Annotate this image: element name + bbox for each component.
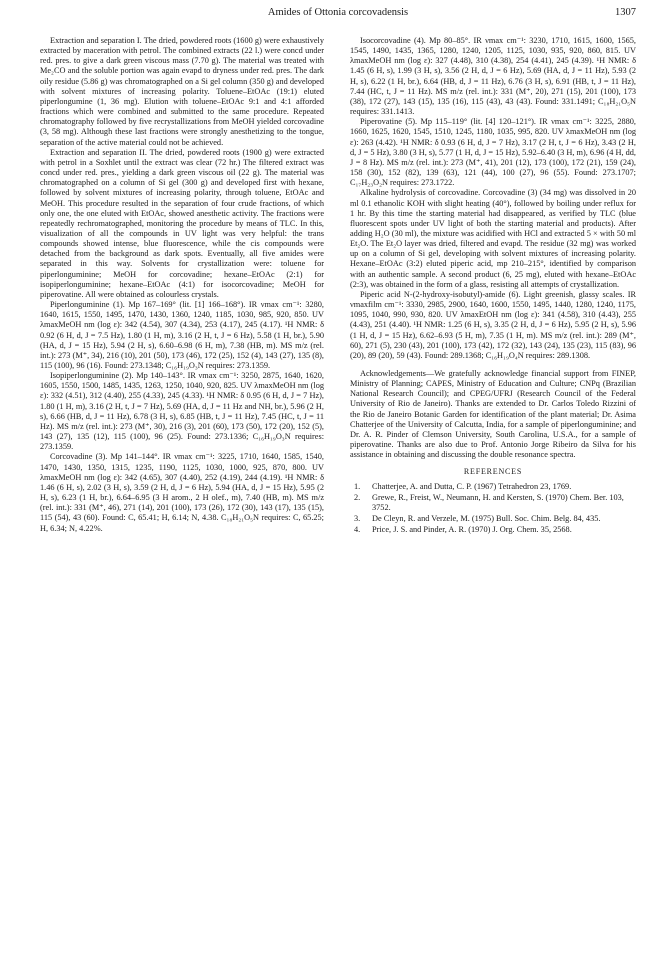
corcovadine-data-paragraph: Corcovadine (3). Mp 141–144°. IR νmax cm⁻¹: 3225, 1710, 1640, 1585, 1540, 1470, 1430, 1350, 1315, 1235, 1190, 1125, 1030, 1000, 925, 870, 800. UV λmaxMeOH nm (log ε): 342 (4.65), 307 (4.40), 252 (4.19), 244 (4.19). ¹H NMR: δ 1.46 (6 H, s), 2.02 (3 H, s), 3.59 (2 H, d, J = 6 Hz), 5.94 (HA, d, J = 15 Hz), 5.95 (2 H, s), 6.23 (1 H, br.), 6.64–6.95 (3 H arom., 2 H olef., m), 7.40 (HB, m). MS m/z (rel. int.): 331 (M⁺, 46), 271 (14), 201 (100), 173 (26), 172 (30), 143 (17), 135 (15), 115 (54), 43 (60). Found: C, 65.41; H, 6.14; N, 4.38. C₁₈H₂₁O₅N requires: C, 65.25; H, 6.34; N, 4.22%. xyxy=(40,452,324,533)
running-title: Amides of Ottonia corcovadensis xyxy=(267,7,409,18)
piperlonguminine-data-paragraph: Piperlonguminine (1). Mp 167–169° (lit. [1] 166–168°). IR νmax cm⁻¹: 3280, 1640, 1615, 1550, 1495, 1470, 1430, 1360, 1240, 1185, 1030, 985, 920, 850. UV λmaxMeOH nm (log ε): 342 (4.54), 307 (4.34), 253 (4.17), 245 (4.17). ¹H NMR: δ 0.92 (6 H, d, J = 7.5 Hz), 1.80 (1 H, m), 3.16 (2 H, t, J = 6 Hz), 5.58 (1 H, br.), 5.90 (HA, d, J = 15 Hz), 5.94 (2 H, s), 6.60–6.98 (6 H, m), 7.38 (HB, m). MS m/z (rel. int.): 273 (M⁺, 34), 216 (10), 201 (50), 173 (46), 172 (25), 152 (4), 143 (27), 135 (8), 115 (100), 96 (16). Found: 273.1348; C₁₆H₁₉O₃N requires: 273.1359. xyxy=(40,300,324,370)
references-heading: REFERENCES xyxy=(463,467,523,477)
alkaline-hydrolysis-paragraph: Alkaline hydrolysis of corcovadine. Corcovadine (3) (34 mg) was dissolved in 20 ml 0.1 ethanolic KOH with slight heating (40°), followed by boiling under reflux for 1 hr. By this time the starting material had disappeared, as verified by TLC (blue fluorescent spots under UV light of both the starting material and products). After adding H₂O (30 ml), the mixture was acidified with HCl and extracted 5 × with 50 ml Et₂O. The Et₂O layer was dried, filtered and evapd. The residue (32 mg) was worked up on a column of Si gel, developing with solvent mixtures of increasing polarity. Hexane–EtOAc (3:2) eluted piperic acid, mp 210–215°, identified by comparison with an authentic sample. A second product (6, 25 mg), eluted with hexane–EtOAc (2:3), was obtained in the form of a glass, resisting all attempts of crystallization. xyxy=(350,188,636,289)
piperovatine-data-paragraph: Piperovatine (5). Mp 115–119° (lit. [4] 120–121°). IR νmax cm⁻¹: 3225, 2880, 1660, 1625, 1620, 1545, 1510, 1245, 1180, 1035, 995, 820. UV λmaxMeOH nm (log ε): 263 (4.42). ¹H NMR: δ 0.93 (6 H, d, J = 7 Hz), 3.17 (2 H, t, J = 6 Hz), 3.43 (2 H, d, J = 5 Hz), 3.80 (3 H, s), 5.77 (1 H, d, J = 15 Hz), 5.92–6.40 (3 H, m), 6.96 (4 H, dd, J = 8 Hz). MS m/z (rel. int.): 273 (M⁺, 41), 201 (12), 173 (100), 172 (21), 159 (24), 158 (30), 152 (82), 139 (63), 121 (44), 100 (27), 96 (55). Found: 273.1707; C₁₇H₂₃O₂N requires: 273.1722. xyxy=(350,117,636,188)
left-column xyxy=(40,36,324,534)
reference-number: 1. xyxy=(354,481,361,491)
extraction-separation-1-paragraph: Extraction and separation I. The dried, powdered roots (1600 g) were exhaustively extracted by maceration with petrol. The combined extracts (22 l.) were concd under red. pres. to give a dark green viscous mass (7.70 g). The material was treated with Me₂CO and the soluble portion was again evapd to dryness under red. pres. The dark oily residue (5.86 g) was chromatographed on a Si gel column (350 g) and developed with solvent mixtures of increasing polarity. Toluene–EtOAc (19:1) eluted piperlongumine (1, 36 mg). Elution with toluene–EtOAc 9:1 and 4:1 afforded fractions which were combined and submitted to the same procedure. Repeated chromatography followed by five recrystallizations from MeOH yielded corcovadine (3, 58 mg). Although these last fractions were strongly anesthetizing to the tongue, separation of the active material could not be achieved. xyxy=(40,36,324,147)
reference-text: De Cleyn, R. and Verzele, M. (1975) Bull. Soc. Chim. Belg. 84, 435. xyxy=(372,514,601,524)
running-header xyxy=(40,7,636,23)
section-gap xyxy=(350,361,636,369)
reference-number: 2. xyxy=(354,492,361,502)
reference-text: Grewe, R., Freist, W., Neumann, H. and Kersten, S. (1970) Chem. Ber. 103, 3752. xyxy=(372,492,624,512)
references-list xyxy=(350,482,636,536)
extraction-separation-2-paragraph: Extraction and separation II. The dried, powdered roots (1900 g) were extracted with petrol in a Soxhlet until the extract was clear (72 hr.) The filtered extract was concd under red. pres., yielding a dark green viscous oil (22 g). The material was chromatographed on a column of Si gel (300 g) and developed first with hexane, followed by solvent mixtures of increasing polarity, through toluene, EtOAc and MeOH. This procedure resulted in the separation of four crude fractions, of which only one, the one eluted with EtOAc, showed anesthetic activity. The fractions were repeatedly rechromatographed, monitoring the procedure by means of TLC. In this, visualization of all the compounds in UV light was very helpful: the trans compounds showed intense, blue fluorescence, while the cis compounds were detached from the background as dark spots. Eventually, all five amides were separated in this way. Solvents for crystallization were: toluene for piperlonguminine; MeOH for corcovadine; hexane–EtOAc (2:1) for isopiperlonguminine; hexane–EtOAc (4:1) for isocorcovadine; MeOH for piperovatine. All were obtained as colourless crystals. xyxy=(40,147,324,299)
piperic-acid-amide-paragraph: Piperic acid N-(2-hydroxy-isobutyl)-amide (6). Light greenish, glassy scales. IR νmaxfilm cm⁻¹: 3330, 2985, 2900, 1640, 1600, 1550, 1495, 1440, 1280, 1240, 1175, 1095, 1040, 990, 930, 820. UV λmaxEtOH nm (log ε): 341 (4.58), 310 (4.43), 255 (4.43), 251 (4.40). ¹H NMR: 1.25 (6 H, s), 3.35 (2 H, d, J = 6 Hz), 5.95 (2 H, s), 5.96 (1 H, d, J = 15 Hz), 6.62–6.93 (5 H, m), 7.35 (1 H, m). MS m/z (rel. int.): 289 (M⁺, 60), 271 (5), 230 (43), 201 (100), 173 (42), 172 (32), 143 (24), 135 (23), 115 (83), 96 (20), 89 (20), 59 (43). Found: 289.1368; C₁₆H₁₉O₄N requires: 289.1308. xyxy=(350,289,636,360)
isopiperlonguminine-data-paragraph: Isopiperlonguminine (2). Mp 140–143°. IR νmax cm⁻¹: 3250, 2875, 1640, 1620, 1605, 1550, 1500, 1485, 1435, 1263, 1250, 1040, 920, 825. UV λmaxMeOH nm (log ε): 332 (4.51), 312 (4.40), 255 (4.33), 245 (4.33). ¹H NMR: δ 0.95 (6 H, d, J = 7 Hz), 1.80 (1 H, m), 3.16 (2 H, t, J = 7 Hz), 5.69 (HA, d, J = 11 Hz and NH, br.), 5.96 (2 H, s), 6.66 (HB, d, J = 11 Hz), 6.78 (3 H, s), 6.85 (HB, t, J = 11 Hz), 7.45 (HC, t, J = 11 Hz). MS m/z (rel. int.): 273 (M⁺, 30), 216 (3), 201 (60), 173 (50), 172 (20), 152 (5), 143 (27), 135 (12), 115 (100), 96 (25). Found: 273.1336; C₁₆H₁₉O₃N requires: 273.1359. xyxy=(40,371,324,452)
right-column xyxy=(350,36,636,536)
isocorcovadine-data-paragraph: Isocorcovadine (4). Mp 80–85°. IR νmax cm⁻¹: 3230, 1710, 1615, 1600, 1565, 1545, 1490, 1435, 1365, 1280, 1240, 1205, 1125, 1030, 935, 920, 860, 815. UV λmaxMeOH nm (log ε): 327 (4.48), 310 (4.38), 254 (4.41), 245 (4.39). ¹H NMR: δ 1.45 (6 H, s), 1.99 (3 H, s), 3.56 (2 H, d, J = 6 Hz), 5.69 (HA, d, J = 11 Hz), 5.93 (2 H, s), 6.22 (1 H, br.), 6.64 (HB, d, J = 11 Hz), 6.76 (3 H, s), 6.91 (HB, t, J = 11 Hz), 7.44 (HC, t, J = 11 Hz). MS m/z (rel. int.): 331 (M⁺, 20), 271 (15), 201 (100), 173 (38), 172 (27), 143 (15), 135 (16), 115 (43), 43 (43). Found: 331.1491; C₁₈H₂₁O₅N requires: 331.1413. xyxy=(350,36,636,117)
reference-item xyxy=(350,493,636,513)
reference-item xyxy=(350,482,636,492)
acknowledgements-paragraph: Acknowledgements—We gratefully acknowledge financial support from FINEP, Ministry of Planning; CAPES, Ministry of Education and Culture; CNPq (Brazilian National Research Council); and CPEG/UFRJ (Research Council of the Federal University of Rio de Janeiro). Thanks are extended to Dr. Carlos Toledo Rizzini of the Rio de Janeiro Botanic Garden for identification of the plant material; Dr. Asima Chatterjee of the University of Calcutta, India, for a sample of piperlonguminine; and Dr. A. R. Pinder of Clemson University, South Carolina, U.S.A., for a sample of piperovatine. Thanks are also due to Prof. Antonio Jorge Ribeiro da Silva for his assistance in obtaining and discussing the double resonance spectra. xyxy=(350,369,636,460)
reference-item xyxy=(350,525,636,535)
reference-number: 4. xyxy=(354,525,361,535)
reference-item xyxy=(350,514,636,524)
page-number: 1307 xyxy=(615,7,636,18)
reference-text: Price, J. S. and Pinder, A. R. (1970) J. Org. Chem. 35, 2568. xyxy=(372,525,572,535)
reference-text: Chatterjee, A. and Dutta, C. P. (1967) Tetrahedron 23, 1769. xyxy=(372,481,572,491)
reference-number: 3. xyxy=(354,514,361,524)
